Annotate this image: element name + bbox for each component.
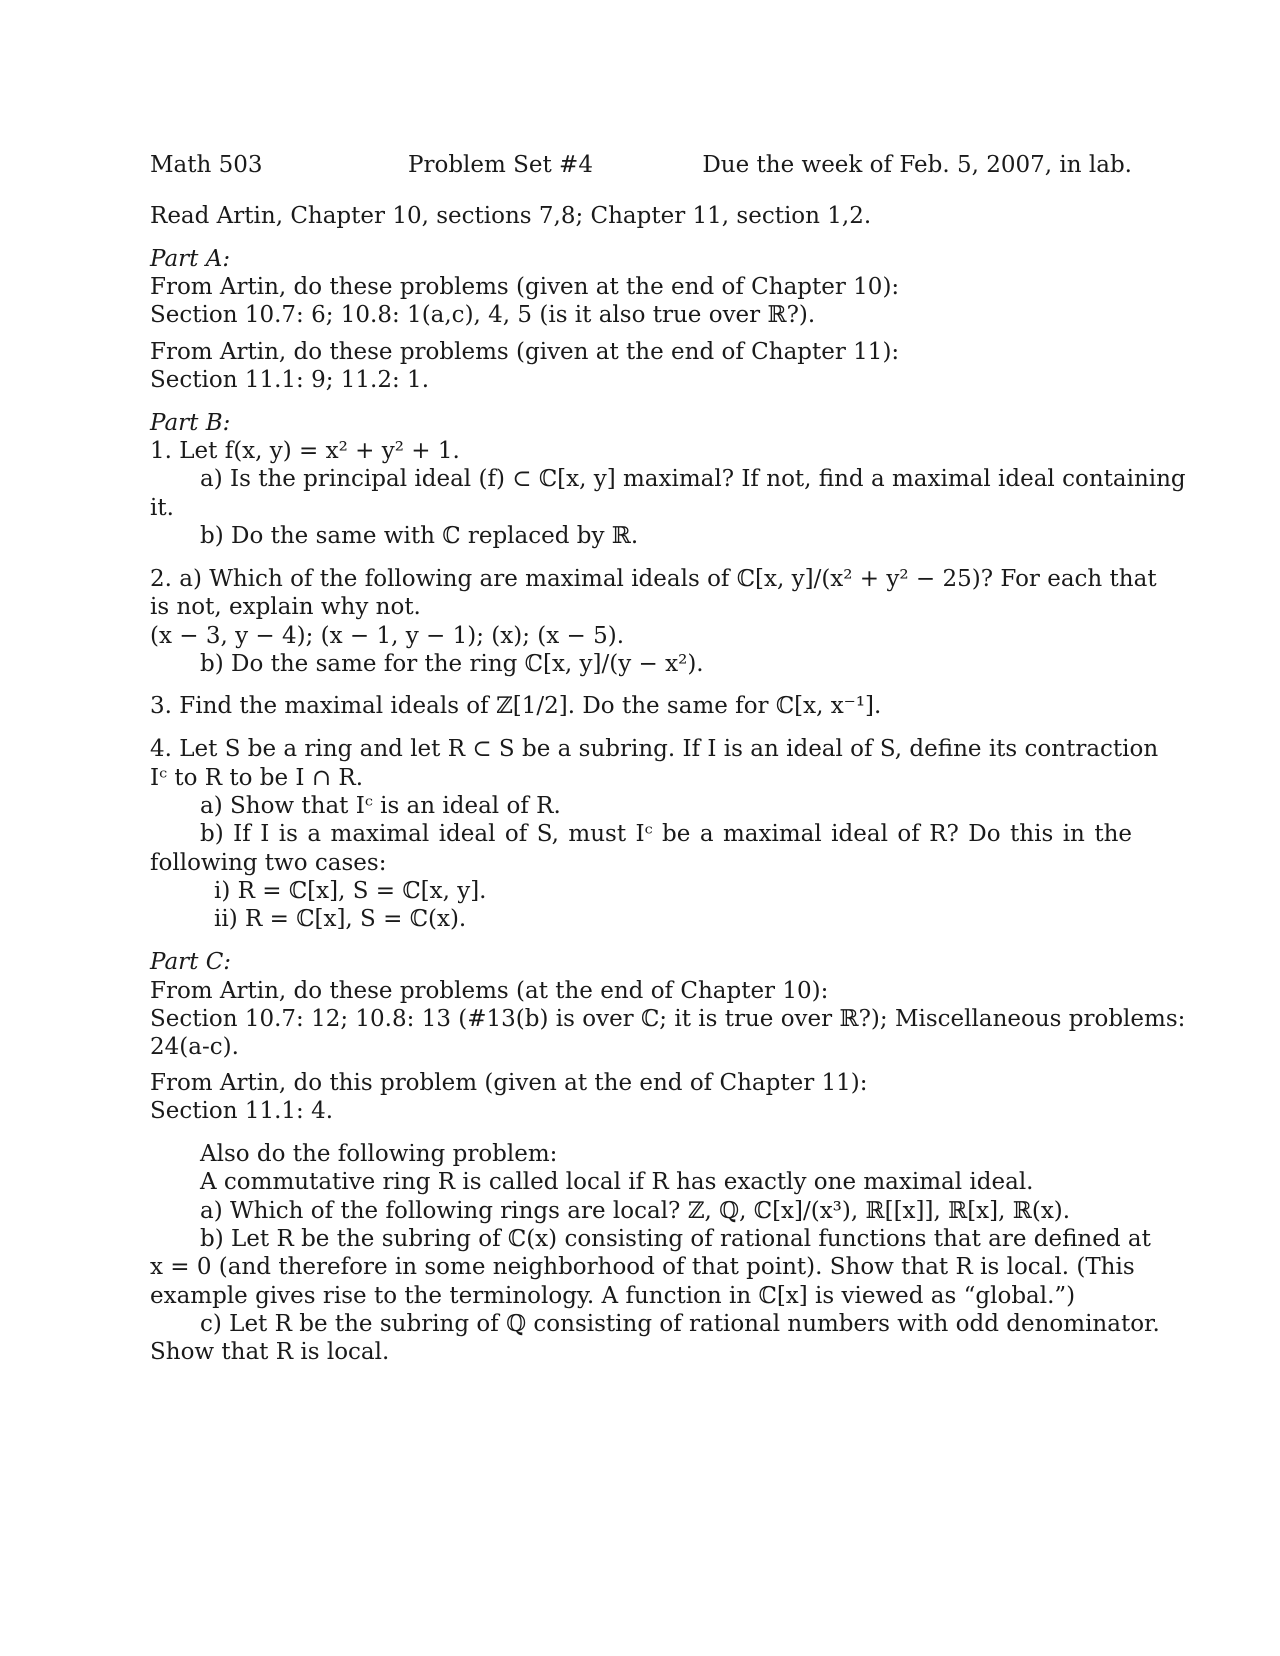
part-a-text-line: Section 11.1: 9; 11.2: 1.: [150, 367, 429, 393]
extra-problem-line: example gives rise to the terminology. A function in ℂ[x] is viewed as “global.”): [150, 1283, 1076, 1309]
extra-problem-line: Also do the following problem:: [200, 1141, 558, 1167]
problem-4-line: b) If I is a maximal ideal of S, must Iᶜ be a maximal ideal of R? Do this in the: [200, 821, 1132, 847]
problem-4-line: Iᶜ to R to be I ∩ R.: [150, 765, 364, 791]
problem-2-line: (x − 3, y − 4); (x − 1, y − 1); (x); (x − 5).: [150, 623, 625, 649]
problem-4-line: ii) R = ℂ[x], S = ℂ(x).: [214, 906, 467, 932]
part-c-text-line: From Artin, do these problems (at the end of Chapter 10):: [150, 978, 829, 1004]
extra-problem-line: c) Let R be the subring of ℚ consisting of rational numbers with odd denominator.: [200, 1311, 1160, 1337]
document-title: Problem Set #4: [408, 152, 593, 178]
course-name: Math 503: [150, 152, 263, 178]
extra-problem-line: x = 0 (and therefore in some neighborhood of that point). Show that R is local. (This: [150, 1254, 1135, 1280]
problem-1-line: 1. Let f(x, y) = x² + y² + 1.: [150, 438, 460, 464]
part-a-text-line: From Artin, do these problems (given at the end of Chapter 11):: [150, 339, 900, 365]
extra-problem-line: b) Let R be the subring of ℂ(x) consisting of rational functions that are defined at: [200, 1226, 1151, 1252]
problem-4-line: 4. Let S be a ring and let R ⊂ S be a subring. If I is an ideal of S, define its contraction: [150, 736, 1159, 762]
problem-2-line: 2. a) Which of the following are maximal ideals of ℂ[x, y]/(x² + y² − 25)? For each that: [150, 566, 1157, 592]
problem-2-line: is not, explain why not.: [150, 594, 421, 620]
extra-problem-line: A commutative ring R is called local if R has exactly one maximal ideal.: [200, 1169, 1034, 1195]
part-c-text-line: Section 10.7: 12; 10.8: 13 (#13(b) is over ℂ; it is true over ℝ?); Miscellaneous problems:: [150, 1006, 1186, 1032]
part-c-text-line: Section 11.1: 4.: [150, 1098, 334, 1124]
problem-2-line: b) Do the same for the ring ℂ[x, y]/(y − x²).: [200, 651, 704, 677]
part-a-text-line: Section 10.7: 6; 10.8: 1(a,c), 4, 5 (is it also true over ℝ?).: [150, 302, 816, 328]
part-a-heading: Part A:: [150, 246, 231, 272]
due-date: Due the week of Feb. 5, 2007, in lab.: [702, 152, 1132, 178]
extra-problem-line: a) Which of the following rings are local? ℤ, ℚ, ℂ[x]/(x³), ℝ[[x]], ℝ[x], ℝ(x).: [200, 1198, 1071, 1224]
page-header: [150, 150, 1132, 180]
problem-1-line: b) Do the same with ℂ replaced by ℝ.: [200, 523, 639, 549]
part-c-text-line: 24(a-c).: [150, 1034, 239, 1060]
problem-1-line: it.: [150, 495, 174, 521]
extra-problem-line: Show that R is local.: [150, 1339, 390, 1365]
part-c-text-line: From Artin, do this problem (given at the end of Chapter 11):: [150, 1070, 868, 1096]
problem-3-line: 3. Find the maximal ideals of ℤ[1/2]. Do the same for ℂ[x, x⁻¹].: [150, 693, 882, 719]
problem-4-line: i) R = ℂ[x], S = ℂ[x, y].: [214, 878, 487, 904]
problem-4-line: following two cases:: [150, 850, 387, 876]
part-b-heading: Part B:: [150, 410, 231, 436]
problem-4-line: a) Show that Iᶜ is an ideal of R.: [200, 793, 561, 819]
part-c-heading: Part C:: [150, 949, 232, 975]
problem-1-line: a) Is the principal ideal (f) ⊂ ℂ[x, y] maximal? If not, find a maximal ideal containing: [200, 466, 1186, 492]
part-a-text-line: From Artin, do these problems (given at the end of Chapter 10):: [150, 274, 900, 300]
reading-assignment: Read Artin, Chapter 10, sections 7,8; Chapter 11, section 1,2.: [150, 203, 872, 229]
